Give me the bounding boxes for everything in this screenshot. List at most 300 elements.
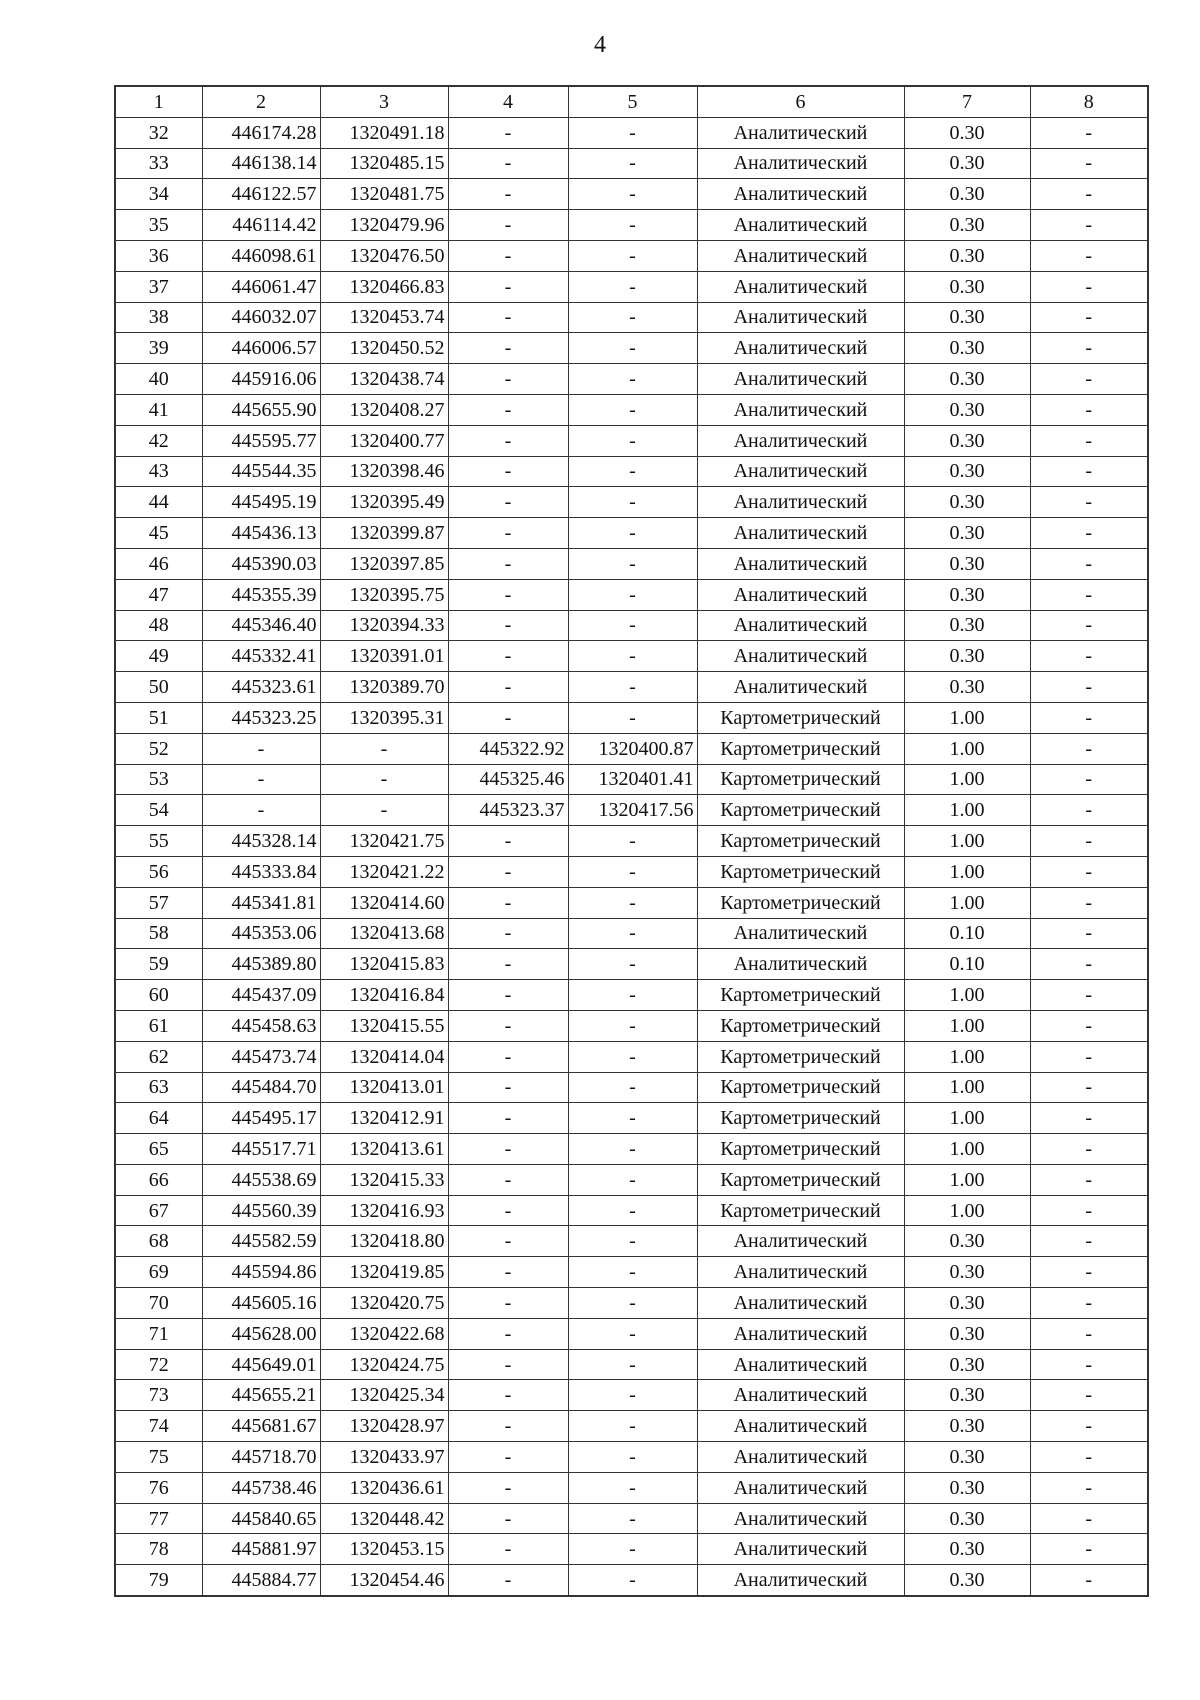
- point-number-cell: 76: [115, 1472, 202, 1503]
- accuracy-cell: 1.00: [904, 1195, 1030, 1226]
- y-coordinate-alt-cell: 1320400.87: [568, 733, 697, 764]
- x-coordinate-cell: 446061.47: [202, 271, 320, 302]
- x-coordinate-cell: 445436.13: [202, 518, 320, 549]
- method-cell: Аналитический: [697, 1257, 904, 1288]
- y-coordinate-alt-cell: -: [568, 1134, 697, 1165]
- y-coordinate-alt-cell: -: [568, 456, 697, 487]
- note-cell: -: [1030, 1103, 1148, 1134]
- x-coordinate-cell: 445323.25: [202, 702, 320, 733]
- y-coordinate-alt-cell: -: [568, 364, 697, 395]
- x-coordinate-cell: 445840.65: [202, 1503, 320, 1534]
- method-cell: Аналитический: [697, 518, 904, 549]
- x-coordinate-alt-cell: -: [448, 1164, 568, 1195]
- x-coordinate-cell: 445595.77: [202, 425, 320, 456]
- y-coordinate-alt-cell: -: [568, 148, 697, 179]
- accuracy-cell: 1.00: [904, 856, 1030, 887]
- method-cell: Аналитический: [697, 117, 904, 148]
- y-coordinate-alt-cell: -: [568, 240, 697, 271]
- x-coordinate-alt-cell: -: [448, 364, 568, 395]
- x-coordinate-cell: 445881.97: [202, 1534, 320, 1565]
- point-number-cell: 42: [115, 425, 202, 456]
- method-cell: Аналитический: [697, 1565, 904, 1596]
- accuracy-cell: 0.30: [904, 548, 1030, 579]
- point-number-cell: 47: [115, 579, 202, 610]
- x-coordinate-alt-cell: -: [448, 487, 568, 518]
- method-cell: Аналитический: [697, 302, 904, 333]
- column-header-8: 8: [1030, 86, 1148, 117]
- x-coordinate-cell: 445333.84: [202, 856, 320, 887]
- x-coordinate-alt-cell: -: [448, 210, 568, 241]
- point-number-cell: 38: [115, 302, 202, 333]
- accuracy-cell: 0.30: [904, 641, 1030, 672]
- method-cell: Картометрический: [697, 887, 904, 918]
- x-coordinate-cell: -: [202, 764, 320, 795]
- x-coordinate-alt-cell: -: [448, 271, 568, 302]
- point-number-cell: 49: [115, 641, 202, 672]
- x-coordinate-alt-cell: -: [448, 1288, 568, 1319]
- note-cell: -: [1030, 672, 1148, 703]
- method-cell: Аналитический: [697, 949, 904, 980]
- y-coordinate-alt-cell: -: [568, 333, 697, 364]
- accuracy-cell: 0.30: [904, 487, 1030, 518]
- note-cell: -: [1030, 1072, 1148, 1103]
- table-row: [115, 1288, 1148, 1319]
- y-coordinate-cell: 1320479.96: [320, 210, 448, 241]
- point-number-cell: 59: [115, 949, 202, 980]
- x-coordinate-cell: 445341.81: [202, 887, 320, 918]
- note-cell: -: [1030, 1534, 1148, 1565]
- table-row: [115, 1411, 1148, 1442]
- point-number-cell: 61: [115, 1010, 202, 1041]
- note-cell: -: [1030, 1503, 1148, 1534]
- x-coordinate-cell: 445517.71: [202, 1134, 320, 1165]
- table-row: [115, 733, 1148, 764]
- note-cell: -: [1030, 1164, 1148, 1195]
- column-header-1: 1: [115, 86, 202, 117]
- x-coordinate-alt-cell: -: [448, 579, 568, 610]
- table-row: [115, 826, 1148, 857]
- x-coordinate-cell: 445323.61: [202, 672, 320, 703]
- y-coordinate-alt-cell: 1320401.41: [568, 764, 697, 795]
- y-coordinate-alt-cell: -: [568, 271, 697, 302]
- y-coordinate-cell: 1320420.75: [320, 1288, 448, 1319]
- x-coordinate-alt-cell: -: [448, 179, 568, 210]
- y-coordinate-cell: 1320399.87: [320, 518, 448, 549]
- point-number-cell: 79: [115, 1565, 202, 1596]
- method-cell: Аналитический: [697, 579, 904, 610]
- method-cell: Картометрический: [697, 1072, 904, 1103]
- x-coordinate-cell: 445473.74: [202, 1041, 320, 1072]
- x-coordinate-alt-cell: -: [448, 980, 568, 1011]
- y-coordinate-cell: 1320416.84: [320, 980, 448, 1011]
- table-row: [115, 1072, 1148, 1103]
- method-cell: Картометрический: [697, 1164, 904, 1195]
- table-row: [115, 641, 1148, 672]
- y-coordinate-alt-cell: -: [568, 1226, 697, 1257]
- note-cell: -: [1030, 333, 1148, 364]
- point-number-cell: 68: [115, 1226, 202, 1257]
- y-coordinate-cell: 1320476.50: [320, 240, 448, 271]
- note-cell: -: [1030, 364, 1148, 395]
- x-coordinate-alt-cell: -: [448, 1534, 568, 1565]
- y-coordinate-cell: 1320398.46: [320, 456, 448, 487]
- y-coordinate-cell: 1320481.75: [320, 179, 448, 210]
- table-row: [115, 240, 1148, 271]
- table-row: [115, 1472, 1148, 1503]
- note-cell: -: [1030, 733, 1148, 764]
- table-row: [115, 210, 1148, 241]
- note-cell: -: [1030, 148, 1148, 179]
- method-cell: Аналитический: [697, 240, 904, 271]
- point-number-cell: 35: [115, 210, 202, 241]
- table-row: [115, 795, 1148, 826]
- method-cell: Картометрический: [697, 856, 904, 887]
- method-cell: Картометрический: [697, 1134, 904, 1165]
- y-coordinate-cell: 1320466.83: [320, 271, 448, 302]
- accuracy-cell: 0.30: [904, 1380, 1030, 1411]
- table-row: [115, 364, 1148, 395]
- header-row: [115, 86, 1148, 117]
- note-cell: -: [1030, 1041, 1148, 1072]
- accuracy-cell: 0.30: [904, 1288, 1030, 1319]
- x-coordinate-alt-cell: -: [448, 1349, 568, 1380]
- point-number-cell: 39: [115, 333, 202, 364]
- x-coordinate-cell: 445718.70: [202, 1442, 320, 1473]
- y-coordinate-cell: 1320413.01: [320, 1072, 448, 1103]
- y-coordinate-cell: -: [320, 733, 448, 764]
- x-coordinate-alt-cell: -: [448, 672, 568, 703]
- table-row: [115, 302, 1148, 333]
- y-coordinate-cell: 1320412.91: [320, 1103, 448, 1134]
- accuracy-cell: 0.30: [904, 240, 1030, 271]
- accuracy-cell: 1.00: [904, 702, 1030, 733]
- note-cell: -: [1030, 1010, 1148, 1041]
- method-cell: Аналитический: [697, 179, 904, 210]
- x-coordinate-alt-cell: -: [448, 887, 568, 918]
- y-coordinate-alt-cell: -: [568, 1349, 697, 1380]
- table-row: [115, 117, 1148, 148]
- accuracy-cell: 0.30: [904, 179, 1030, 210]
- y-coordinate-alt-cell: -: [568, 1195, 697, 1226]
- x-coordinate-alt-cell: -: [448, 1195, 568, 1226]
- x-coordinate-cell: 445655.90: [202, 394, 320, 425]
- y-coordinate-cell: 1320425.34: [320, 1380, 448, 1411]
- accuracy-cell: 0.30: [904, 579, 1030, 610]
- x-coordinate-cell: 445495.19: [202, 487, 320, 518]
- table-row: [115, 1103, 1148, 1134]
- accuracy-cell: 0.30: [904, 271, 1030, 302]
- table-row: [115, 548, 1148, 579]
- table-row: [115, 1565, 1148, 1596]
- column-header-2: 2: [202, 86, 320, 117]
- x-coordinate-cell: 445538.69: [202, 1164, 320, 1195]
- accuracy-cell: 1.00: [904, 764, 1030, 795]
- y-coordinate-alt-cell: -: [568, 1288, 697, 1319]
- method-cell: Аналитический: [697, 364, 904, 395]
- accuracy-cell: 0.10: [904, 949, 1030, 980]
- x-coordinate-cell: 446122.57: [202, 179, 320, 210]
- x-coordinate-alt-cell: -: [448, 240, 568, 271]
- x-coordinate-cell: 446114.42: [202, 210, 320, 241]
- y-coordinate-alt-cell: -: [568, 1164, 697, 1195]
- point-number-cell: 37: [115, 271, 202, 302]
- x-coordinate-alt-cell: -: [448, 425, 568, 456]
- y-coordinate-alt-cell: -: [568, 1257, 697, 1288]
- method-cell: Картометрический: [697, 764, 904, 795]
- table-row: [115, 271, 1148, 302]
- accuracy-cell: 0.30: [904, 456, 1030, 487]
- point-number-cell: 75: [115, 1442, 202, 1473]
- x-coordinate-alt-cell: -: [448, 918, 568, 949]
- accuracy-cell: 0.30: [904, 1534, 1030, 1565]
- point-number-cell: 60: [115, 980, 202, 1011]
- note-cell: -: [1030, 826, 1148, 857]
- method-cell: Аналитический: [697, 1349, 904, 1380]
- x-coordinate-alt-cell: -: [448, 394, 568, 425]
- accuracy-cell: 0.30: [904, 394, 1030, 425]
- y-coordinate-cell: 1320416.93: [320, 1195, 448, 1226]
- table-row: [115, 1534, 1148, 1565]
- point-number-cell: 45: [115, 518, 202, 549]
- method-cell: Картометрический: [697, 826, 904, 857]
- x-coordinate-alt-cell: -: [448, 1226, 568, 1257]
- y-coordinate-alt-cell: -: [568, 887, 697, 918]
- accuracy-cell: 0.30: [904, 210, 1030, 241]
- y-coordinate-alt-cell: -: [568, 1411, 697, 1442]
- x-coordinate-alt-cell: -: [448, 117, 568, 148]
- note-cell: -: [1030, 487, 1148, 518]
- y-coordinate-cell: 1320421.22: [320, 856, 448, 887]
- x-coordinate-alt-cell: -: [448, 1565, 568, 1596]
- y-coordinate-alt-cell: -: [568, 1041, 697, 1072]
- point-number-cell: 66: [115, 1164, 202, 1195]
- y-coordinate-alt-cell: -: [568, 980, 697, 1011]
- note-cell: -: [1030, 1380, 1148, 1411]
- point-number-cell: 74: [115, 1411, 202, 1442]
- y-coordinate-alt-cell: -: [568, 487, 697, 518]
- method-cell: Аналитический: [697, 271, 904, 302]
- method-cell: Аналитический: [697, 456, 904, 487]
- table-row: [115, 1318, 1148, 1349]
- y-coordinate-cell: 1320408.27: [320, 394, 448, 425]
- method-cell: Аналитический: [697, 425, 904, 456]
- x-coordinate-alt-cell: -: [448, 548, 568, 579]
- accuracy-cell: 1.00: [904, 795, 1030, 826]
- table-row: [115, 333, 1148, 364]
- x-coordinate-alt-cell: 445323.37: [448, 795, 568, 826]
- accuracy-cell: 0.30: [904, 610, 1030, 641]
- point-number-cell: 77: [115, 1503, 202, 1534]
- x-coordinate-alt-cell: -: [448, 148, 568, 179]
- table-row: [115, 1195, 1148, 1226]
- x-coordinate-cell: 445390.03: [202, 548, 320, 579]
- y-coordinate-alt-cell: -: [568, 394, 697, 425]
- x-coordinate-cell: 445437.09: [202, 980, 320, 1011]
- note-cell: -: [1030, 1195, 1148, 1226]
- x-coordinate-alt-cell: -: [448, 610, 568, 641]
- x-coordinate-cell: 445655.21: [202, 1380, 320, 1411]
- note-cell: -: [1030, 1134, 1148, 1165]
- column-header-6: 6: [697, 86, 904, 117]
- accuracy-cell: 0.30: [904, 425, 1030, 456]
- y-coordinate-cell: -: [320, 795, 448, 826]
- point-number-cell: 64: [115, 1103, 202, 1134]
- note-cell: -: [1030, 1565, 1148, 1596]
- table-row: [115, 487, 1148, 518]
- y-coordinate-alt-cell: -: [568, 610, 697, 641]
- table-row: [115, 394, 1148, 425]
- y-coordinate-alt-cell: -: [568, 302, 697, 333]
- y-coordinate-alt-cell: 1320417.56: [568, 795, 697, 826]
- x-coordinate-cell: 446098.61: [202, 240, 320, 271]
- method-cell: Картометрический: [697, 1195, 904, 1226]
- note-cell: -: [1030, 1226, 1148, 1257]
- point-number-cell: 56: [115, 856, 202, 887]
- method-cell: Картометрический: [697, 980, 904, 1011]
- y-coordinate-alt-cell: -: [568, 548, 697, 579]
- x-coordinate-cell: 445484.70: [202, 1072, 320, 1103]
- accuracy-cell: 0.30: [904, 1411, 1030, 1442]
- note-cell: -: [1030, 1472, 1148, 1503]
- y-coordinate-alt-cell: -: [568, 1472, 697, 1503]
- x-coordinate-alt-cell: -: [448, 1072, 568, 1103]
- accuracy-cell: 0.30: [904, 672, 1030, 703]
- note-cell: -: [1030, 240, 1148, 271]
- y-coordinate-alt-cell: -: [568, 1318, 697, 1349]
- y-coordinate-alt-cell: -: [568, 1103, 697, 1134]
- note-cell: -: [1030, 1257, 1148, 1288]
- point-number-cell: 58: [115, 918, 202, 949]
- note-cell: -: [1030, 179, 1148, 210]
- y-coordinate-cell: 1320436.61: [320, 1472, 448, 1503]
- accuracy-cell: 0.30: [904, 1318, 1030, 1349]
- x-coordinate-alt-cell: -: [448, 302, 568, 333]
- accuracy-cell: 0.30: [904, 117, 1030, 148]
- y-coordinate-alt-cell: -: [568, 1442, 697, 1473]
- y-coordinate-cell: 1320453.74: [320, 302, 448, 333]
- x-coordinate-alt-cell: -: [448, 856, 568, 887]
- note-cell: -: [1030, 579, 1148, 610]
- accuracy-cell: 0.30: [904, 1226, 1030, 1257]
- y-coordinate-cell: 1320433.97: [320, 1442, 448, 1473]
- note-cell: -: [1030, 302, 1148, 333]
- table-row: [115, 702, 1148, 733]
- column-header-3: 3: [320, 86, 448, 117]
- note-cell: -: [1030, 702, 1148, 733]
- method-cell: Аналитический: [697, 148, 904, 179]
- y-coordinate-cell: 1320394.33: [320, 610, 448, 641]
- note-cell: -: [1030, 1442, 1148, 1473]
- y-coordinate-alt-cell: -: [568, 1010, 697, 1041]
- method-cell: Аналитический: [697, 1534, 904, 1565]
- y-coordinate-cell: 1320413.68: [320, 918, 448, 949]
- table-row: [115, 949, 1148, 980]
- y-coordinate-alt-cell: -: [568, 918, 697, 949]
- x-coordinate-cell: 445916.06: [202, 364, 320, 395]
- table-row: [115, 672, 1148, 703]
- point-number-cell: 55: [115, 826, 202, 857]
- accuracy-cell: 0.30: [904, 518, 1030, 549]
- x-coordinate-cell: -: [202, 733, 320, 764]
- accuracy-cell: 0.30: [904, 1503, 1030, 1534]
- x-coordinate-alt-cell: -: [448, 456, 568, 487]
- method-cell: Аналитический: [697, 1472, 904, 1503]
- y-coordinate-alt-cell: -: [568, 1072, 697, 1103]
- x-coordinate-alt-cell: -: [448, 641, 568, 672]
- y-coordinate-cell: 1320424.75: [320, 1349, 448, 1380]
- x-coordinate-cell: 446032.07: [202, 302, 320, 333]
- table-row: [115, 425, 1148, 456]
- accuracy-cell: 1.00: [904, 1010, 1030, 1041]
- y-coordinate-cell: 1320414.60: [320, 887, 448, 918]
- table-row: [115, 456, 1148, 487]
- note-cell: -: [1030, 548, 1148, 579]
- method-cell: Аналитический: [697, 210, 904, 241]
- coordinates-table: [114, 85, 1149, 1597]
- y-coordinate-cell: 1320438.74: [320, 364, 448, 395]
- table-row: [115, 148, 1148, 179]
- column-header-4: 4: [448, 86, 568, 117]
- column-header-7: 7: [904, 86, 1030, 117]
- y-coordinate-alt-cell: -: [568, 1380, 697, 1411]
- table-row: [115, 1226, 1148, 1257]
- table-row: [115, 610, 1148, 641]
- y-coordinate-alt-cell: -: [568, 179, 697, 210]
- x-coordinate-alt-cell: -: [448, 1103, 568, 1134]
- method-cell: Картометрический: [697, 733, 904, 764]
- y-coordinate-alt-cell: -: [568, 117, 697, 148]
- accuracy-cell: 1.00: [904, 1134, 1030, 1165]
- method-cell: Картометрический: [697, 702, 904, 733]
- y-coordinate-cell: 1320397.85: [320, 548, 448, 579]
- x-coordinate-alt-cell: -: [448, 1318, 568, 1349]
- accuracy-cell: 1.00: [904, 887, 1030, 918]
- note-cell: -: [1030, 394, 1148, 425]
- point-number-cell: 44: [115, 487, 202, 518]
- y-coordinate-alt-cell: -: [568, 672, 697, 703]
- note-cell: -: [1030, 1349, 1148, 1380]
- y-coordinate-cell: 1320485.15: [320, 148, 448, 179]
- y-coordinate-cell: 1320415.55: [320, 1010, 448, 1041]
- point-number-cell: 51: [115, 702, 202, 733]
- note-cell: -: [1030, 1411, 1148, 1442]
- accuracy-cell: 1.00: [904, 826, 1030, 857]
- accuracy-cell: 0.30: [904, 1349, 1030, 1380]
- x-coordinate-alt-cell: -: [448, 1257, 568, 1288]
- x-coordinate-alt-cell: -: [448, 1442, 568, 1473]
- y-coordinate-cell: 1320395.75: [320, 579, 448, 610]
- table-row: [115, 764, 1148, 795]
- x-coordinate-cell: 445355.39: [202, 579, 320, 610]
- point-number-cell: 71: [115, 1318, 202, 1349]
- y-coordinate-cell: 1320395.31: [320, 702, 448, 733]
- x-coordinate-alt-cell: -: [448, 702, 568, 733]
- x-coordinate-alt-cell: -: [448, 1010, 568, 1041]
- table-row: [115, 579, 1148, 610]
- note-cell: -: [1030, 271, 1148, 302]
- x-coordinate-alt-cell: -: [448, 1380, 568, 1411]
- column-header-5: 5: [568, 86, 697, 117]
- table-row: [115, 1010, 1148, 1041]
- note-cell: -: [1030, 795, 1148, 826]
- method-cell: Картометрический: [697, 795, 904, 826]
- y-coordinate-cell: 1320422.68: [320, 1318, 448, 1349]
- y-coordinate-cell: -: [320, 764, 448, 795]
- note-cell: -: [1030, 949, 1148, 980]
- point-number-cell: 32: [115, 117, 202, 148]
- point-number-cell: 52: [115, 733, 202, 764]
- y-coordinate-alt-cell: -: [568, 579, 697, 610]
